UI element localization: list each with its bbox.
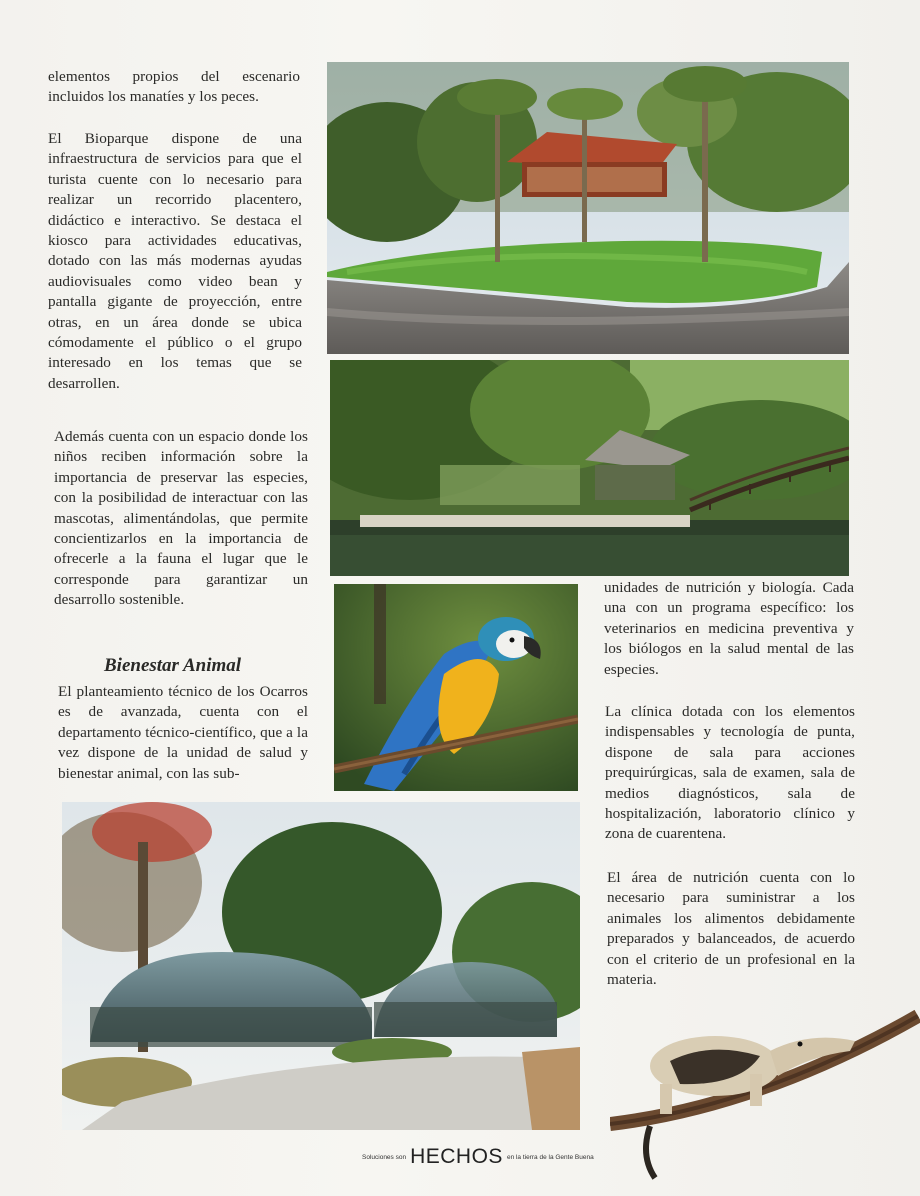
paragraph-5: unidades de nutrición y biología. Cada una con un programa específico: los veterinarios en medicina preventiva y los biólogos en la salud mental de las especies. (604, 579, 854, 678)
paragraph-2: El Bioparque dispone de una infraestructura de servicios para que el turista cuente con lo necesario para realizar un recorrido placentero, didáctico e interactivo. Se destaca el kiosco para actividades educativas, dotado con las más modernas ayudas audiovisuales como video bean y pantalla gigante de proyección, entre otras, en un área donde se ubica cómodamente el público o el grupo interesado en los temas que se desarrollen. (48, 130, 302, 392)
paragraph-3: Además cuenta con un espacio donde los niños reciben información sobre la importancia de preservar las especies, con la posibilidad de interactuar con las mascotas, alimentándolas, que permite concientizarlos en la importancia de ofrecerle a la fauna el lugar que le corresponde para garantizar un desarrollo sostenible. (54, 428, 308, 609)
lake-photo (330, 360, 849, 576)
pavilion-photo (327, 62, 849, 354)
paragraph-4: El planteamiento técnico de los Ocarros es de avanzada, cuenta con el departamento técnico-científico, que a la vez dispone de la unidad de salud y bienestar animal, con las sub- (58, 683, 308, 782)
macaw-photo (334, 584, 578, 791)
anteater-photo (610, 1006, 920, 1186)
section-heading: Bienestar Animal (104, 655, 242, 676)
footer-brand (362, 1145, 602, 1169)
footer-brand-name: HECHOS (410, 1145, 503, 1168)
paragraph-7: El área de nutrición cuenta con lo necesario para suministrar a los animales los alimentos debidamente preparados y balanceados, de acuerdo con el criterio de un profesional en la materia. (607, 869, 855, 989)
aviary-photo (62, 802, 580, 1130)
footer-right-text: en la tierra de la Gente Buena (506, 1153, 594, 1161)
footer-left-text: Soluciones son (362, 1153, 407, 1161)
paragraph-6: La clínica dotada con los elementos indispensables y tecnología de punta, dispone de sala para acciones prequirúrgicas, sala de examen, sala de medios diagnósticos, sala de hospitalización, laboratorio clínico y zona de cuarentena. (605, 703, 855, 843)
paragraph-1: elementos propios del escenario incluidos los manatíes y los peces. (48, 68, 300, 106)
